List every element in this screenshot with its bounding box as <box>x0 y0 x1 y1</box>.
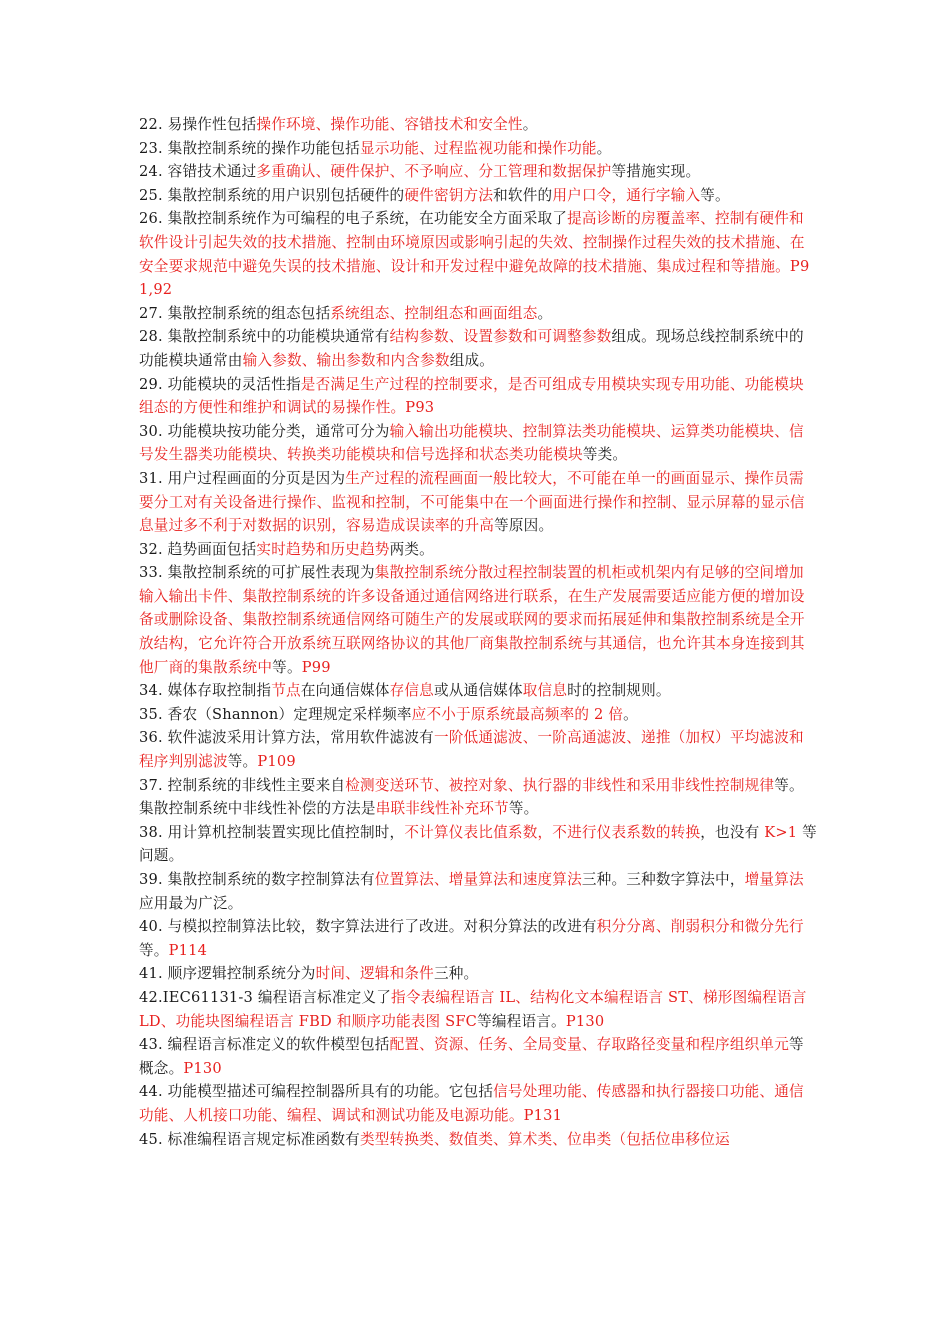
question-text: 等措施实现。 <box>611 163 701 181</box>
answer-text: P99 <box>301 658 331 676</box>
answer-text: 一阶低通滤波、一阶高通滤波、递推（加权）平均滤波和程序判别滤波 <box>139 729 804 771</box>
answer-text: 存信息 <box>389 682 434 700</box>
question-item <box>139 137 817 161</box>
answer-text: 是否满足生产过程的控制要求，是否可组成专用模块实现专用功能、功能模块组态的方便性和维护和调试的易操作性 <box>139 375 804 417</box>
question-text: 27. 集散控制系统的组态包括 <box>139 304 331 322</box>
question-text: 两类。 <box>389 540 434 558</box>
answer-text: 输入参数、输出参数和内含参数 <box>242 351 450 369</box>
question-item <box>139 160 817 184</box>
question-text: 等概念。 <box>139 1036 804 1077</box>
question-item <box>139 325 817 372</box>
question-item <box>139 467 817 538</box>
question-item <box>139 821 817 868</box>
question-text: 34. 媒体存取控制指 <box>139 682 272 700</box>
question-text: 35. 香农（Shannon）定理规定采样频率 <box>139 705 412 723</box>
question-text: 等。 <box>227 753 258 771</box>
question-text: 三种。三种数字算法中， <box>581 871 745 888</box>
question-text: ，也没有 <box>700 823 765 841</box>
answer-text: 用户口令，通行字输入 <box>552 186 701 204</box>
question-text: 40. 与模拟控制算法比较，数字算法进行了改进。对积分算法的改进有 <box>139 918 597 936</box>
question-text: 等。集散控制系统中非线性补偿的方法是 <box>139 776 804 818</box>
answer-text: 硬件密钥方法 <box>404 186 494 204</box>
answer-text: 检测变送环节、被控对象、执行器的非线性和采用非线性控制规律 <box>345 776 775 794</box>
question-text: 28. 集散控制系统中的功能模块通常有 <box>139 328 390 346</box>
document-body <box>139 113 817 1151</box>
answer-text: 多重确认、硬件保护、不予响应、分工管理和数据保护 <box>256 163 612 181</box>
answer-text: K>1 <box>764 823 798 841</box>
question-item <box>139 868 817 915</box>
question-item <box>139 373 817 420</box>
question-text: 应用最为广泛。 <box>139 894 243 912</box>
question-text: 26. 集散控制系统作为可编程的电子系统，在功能安全方面采取了 <box>139 210 568 228</box>
question-text: 三种。 <box>433 965 479 983</box>
question-item <box>139 1080 817 1127</box>
question-text: 。 <box>596 139 612 157</box>
question-text: 39. 集散控制系统的数字控制算法有 <box>139 871 375 888</box>
question-text: 和软件的 <box>493 186 553 204</box>
question-text: 23. 集散控制系统的操作功能包括 <box>139 139 360 157</box>
question-text: 25. 集散控制系统的用户识别包括硬件的 <box>139 186 405 204</box>
answer-text: 系统组态、控制组态和画面组态 <box>330 304 538 322</box>
question-text: 时的控制规则。 <box>567 682 671 700</box>
answer-text: 提高诊断的房覆盖率、控制有硬件和软件设计引起失效的技术措施、控制由环境原因或影响引起的失效、控制操作过程失效的技术措施、在安全要求规范中避免失误的技术措施、设计和开发过程中避免故障的技术措施、集成过程和等措施 <box>139 210 805 275</box>
answer-text: 信号处理功能、传感器和执行器接口功能、通信功能、人机接口功能、编程、调试和测试功能及电源功能 <box>139 1083 804 1124</box>
answer-text: 生产过程的流程画面一般比较大，不可能在单一的画面显示、操作员需要分工对有关设备进行操作、监视和控制，不可能集中在一个画面进行操作和控制、显示屏幕的显示信息量过多不利于对数据的识别，容易造成误读率的升高 <box>139 469 805 535</box>
question-text: 44. 功能模型描述可编程控制器所具有的功能。它包括 <box>139 1083 494 1101</box>
question-text: 32. 趋势画面包括 <box>139 540 257 558</box>
answer-text: 取信息 <box>522 682 568 700</box>
question-text: 或从通信媒体 <box>433 682 523 700</box>
question-item <box>139 561 817 679</box>
question-text: 37. 控制系统的非线性主要来自 <box>139 776 346 794</box>
answer-text: P109 <box>257 753 296 771</box>
question-item <box>139 774 817 821</box>
question-item <box>139 986 817 1033</box>
question-text: 等。 <box>700 186 730 204</box>
question-text: 41. 顺序逻辑控制系统分为 <box>139 965 316 983</box>
answer-text: P130 <box>183 1059 222 1077</box>
question-text: 等。 <box>272 658 302 676</box>
answer-text: 指令表编程语言 IL、结构化文本编程语言 ST、梯形图编程语言 LD、功能块图编程语言 FBD 和顺序功能表图 SFC <box>139 988 807 1030</box>
question-item <box>139 915 817 962</box>
answer-text: 实时趋势和历史趋势 <box>256 540 390 558</box>
question-text: 等原因。 <box>494 517 554 535</box>
answer-text: 。P131 <box>508 1106 563 1124</box>
question-text: 等。 <box>508 800 539 818</box>
answer-text: 节点 <box>271 682 301 700</box>
answer-text: 结构参数、设置参数和可调整参数 <box>389 328 612 346</box>
question-text: 等问题。 <box>139 823 817 865</box>
question-text: 43. 编程语言标准定义的软件模型包括 <box>139 1036 390 1054</box>
question-text: 组成。 <box>449 351 495 369</box>
question-text: 29. 功能模块的灵活性指 <box>139 375 301 393</box>
question-item <box>139 302 817 326</box>
question-text: 。 <box>623 705 638 723</box>
question-item <box>139 113 817 137</box>
answer-text: 位置算法、增量算法和速度算法 <box>374 871 582 888</box>
answer-text: 不计算仪表比值系数，不进行仪表系数的转换 <box>404 823 701 841</box>
answer-text: 。P93 <box>390 399 435 417</box>
question-item <box>139 420 817 467</box>
answer-text: 。P91,92 <box>139 257 810 299</box>
answer-text: 类型转换类、数值类、算术类、位串类（包括位串移位运 <box>359 1130 730 1148</box>
question-text: 等类。 <box>582 446 628 464</box>
question-text: 33. 集散控制系统的可扩展性表现为 <box>139 564 375 582</box>
question-item <box>139 1033 817 1080</box>
question-text: 在向通信媒体 <box>300 682 390 700</box>
question-text: 36. 软件滤波采用计算方法，常用软件滤波有 <box>139 729 434 747</box>
answer-text: P130 <box>565 1012 605 1030</box>
answer-text: 配置、资源、任务、全局变量、存取路径变量和程序组织单元 <box>389 1036 789 1054</box>
question-text: 22. 易操作性包括 <box>139 116 257 133</box>
question-text: 42.IEC61131-3 编程语言标准定义了 <box>139 988 392 1006</box>
question-item <box>139 703 817 727</box>
answer-text: 串联非线性补充环节 <box>375 800 509 818</box>
question-text: 等编程语言。 <box>477 1012 566 1030</box>
question-text: 31. 用户过程画面的分页是因为 <box>139 469 346 487</box>
answer-text: 显示功能、过程监视功能和操作功能 <box>359 139 597 157</box>
answer-text: 应不小于原系统最高频率的 2 倍 <box>411 705 624 723</box>
answer-text: 增量算法 <box>744 871 804 888</box>
answer-text: 时间、逻辑和条件 <box>315 965 434 983</box>
question-item <box>139 1128 817 1152</box>
question-text: 30. 功能模块按功能分类，通常可分为 <box>139 422 390 440</box>
answer-text: 操作环境、操作功能、容错技术和安全性 <box>256 116 523 133</box>
question-text: 45. 标准编程语言规定标准函数有 <box>139 1130 360 1148</box>
question-text: 24. 容错技术通过 <box>139 163 257 181</box>
answer-text: P114 <box>168 941 208 959</box>
answer-text: 集散控制系统分散过程控制装置的机柜或机架内有足够的空间增加输入输出卡件、集散控制系统的许多设备通过通信网络进行联系，在生产发展需要适应能方便的增加设备或删除设备、集散控制系统通信网络可随生产的发展或联网的要求而拓展延伸和集散控制系统是全开放结构，它允许符合开放系统互联网络协议的其他厂商集散控制系统与其通信，也允许其本身连接到其他厂商的集散系统中 <box>139 564 805 676</box>
question-text: 组成。现场总线控制系统中的功能模块通常由 <box>139 328 804 369</box>
question-text: 38. 用计算机控制装置实现比值控制时， <box>139 823 405 841</box>
answer-text: 输入输出功能模块、控制算法类功能模块、运算类功能模块、信号发生器类功能模块、转换类功能模块和信号选择和状态类功能模块 <box>139 422 804 464</box>
question-item <box>139 679 817 703</box>
question-item <box>139 184 817 208</box>
question-item <box>139 726 817 773</box>
question-item <box>139 962 817 986</box>
question-text: 。 <box>537 304 553 322</box>
answer-text: 积分分离、削弱积分和微分先行 <box>596 918 804 936</box>
question-item <box>139 207 817 301</box>
question-item <box>139 538 817 562</box>
question-text: 等。 <box>139 941 169 959</box>
question-text: 。 <box>522 116 538 133</box>
